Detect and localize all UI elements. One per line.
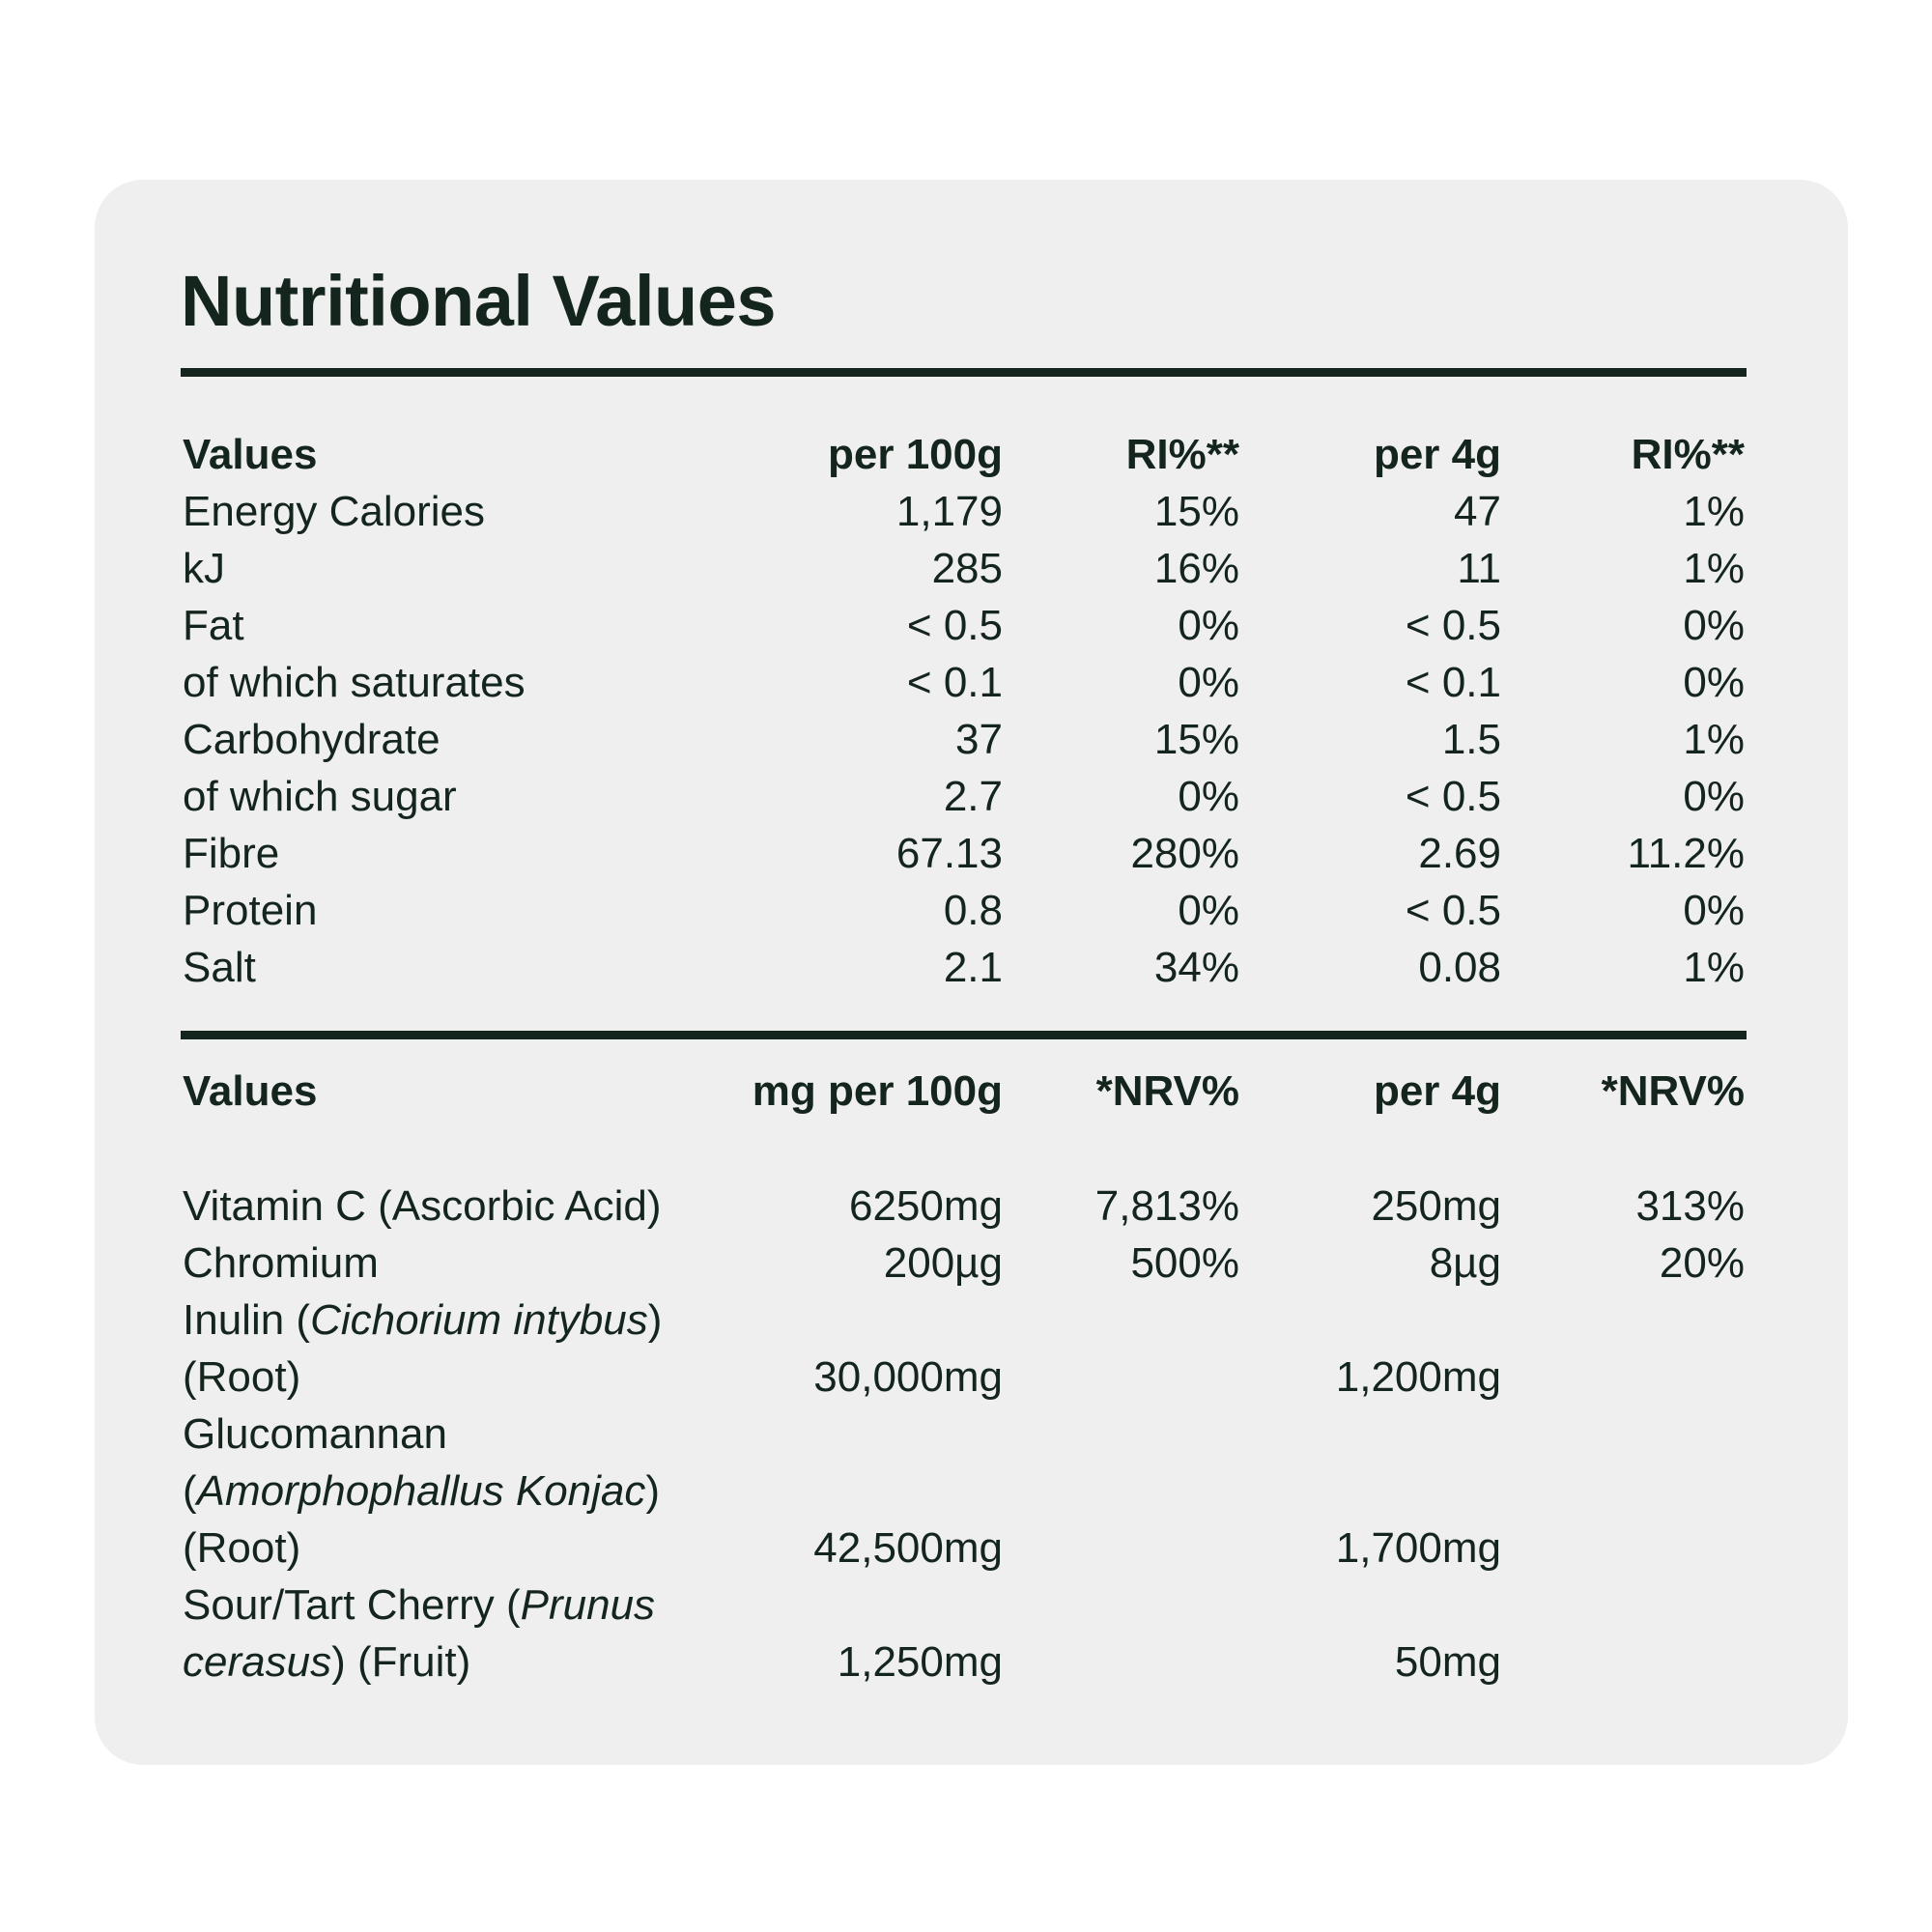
per4-value: 8µg: [1429, 1239, 1501, 1287]
per100-value: 2.1: [943, 944, 1003, 991]
nutrient-name-cont: cerasus) (Fruit): [183, 1638, 471, 1686]
title-divider: [181, 368, 1747, 377]
nutrient-name: Salt: [183, 944, 256, 991]
per4-value: 250mg: [1371, 1182, 1501, 1230]
nutrient-name-cont: (Root): [183, 1524, 301, 1572]
per100-value: 30,000mg: [813, 1353, 1003, 1401]
table-row-glucomannan-line2: [181, 1463, 1747, 1520]
nutrient-name: Energy Calories: [183, 488, 486, 535]
table-row-inulin-line1: [181, 1292, 1747, 1349]
per4-value: 50mg: [1394, 1638, 1501, 1686]
per100-value: 200µg: [883, 1239, 1003, 1287]
nutrient-name: Carbohydrate: [183, 716, 440, 763]
per100-value: 1,250mg: [837, 1638, 1003, 1686]
nutrient-name: Chromium: [183, 1239, 379, 1287]
nutrient-name: Glucomannan: [183, 1410, 447, 1458]
table-row: [181, 825, 1747, 882]
ri4-value: 1%: [1683, 716, 1745, 763]
ri100-value: 16%: [1153, 545, 1239, 592]
ri100-value: 34%: [1153, 944, 1239, 991]
per100-value: < 0.5: [906, 602, 1003, 649]
ri4-value: 0%: [1683, 602, 1745, 649]
ri100-value: 0%: [1178, 773, 1239, 820]
ri4-value: 0%: [1683, 887, 1745, 934]
per100-value: 0.8: [943, 887, 1003, 934]
per100-value: < 0.1: [906, 659, 1003, 706]
nutrient-name-cont: (Root): [183, 1353, 301, 1401]
ri100-value: 280%: [1130, 830, 1239, 877]
nrv4-value: 313%: [1635, 1182, 1745, 1230]
header-values: Values: [183, 431, 318, 478]
table-row-cherry-line2: [181, 1634, 1747, 1690]
table-row-glucomannan-line3: [181, 1520, 1747, 1577]
ri4-value: 1%: [1683, 944, 1745, 991]
per100-value: 6250mg: [848, 1182, 1003, 1230]
nutrient-name: Sour/Tart Cherry (Prunus: [183, 1581, 656, 1629]
table-row: [181, 939, 1747, 996]
ri4-value: 11.2%: [1627, 830, 1745, 877]
page-title: Nutritional Values: [181, 261, 777, 341]
per4-value: 1,700mg: [1335, 1524, 1501, 1572]
table1-header-row: [181, 426, 1747, 483]
latin-name: Cichorium intybus: [310, 1296, 648, 1344]
table-row-cherry-line1: [181, 1577, 1747, 1634]
per4-value: < 0.5: [1405, 887, 1501, 934]
ri4-value: 1%: [1683, 545, 1745, 592]
ri100-value: 0%: [1178, 602, 1239, 649]
nutrient-name: Protein: [183, 887, 318, 934]
per4-value: 2.69: [1418, 830, 1501, 877]
header-per4g: per 4g: [1373, 431, 1501, 478]
table-row: [181, 483, 1747, 540]
header-per4g: per 4g: [1373, 1067, 1501, 1115]
ri100-value: 0%: [1178, 659, 1239, 706]
table-row: [181, 882, 1747, 939]
nutrient-name: Vitamin C (Ascorbic Acid): [183, 1182, 662, 1230]
per100-value: 42,500mg: [813, 1524, 1003, 1572]
table-row: [181, 540, 1747, 597]
per100-value: 37: [955, 716, 1003, 763]
nutrient-name: of which saturates: [183, 659, 526, 706]
latin-name: cerasus: [183, 1638, 332, 1686]
latin-name: Prunus: [520, 1581, 656, 1629]
ri100-value: 15%: [1153, 488, 1239, 535]
nutrient-name: of which sugar: [183, 773, 457, 820]
ri4-value: 0%: [1683, 773, 1745, 820]
section-divider: [181, 1031, 1747, 1039]
nutrient-name: Fibre: [183, 830, 280, 877]
per100-value: 285: [931, 545, 1003, 592]
header-values: Values: [183, 1067, 318, 1115]
per4-value: 1.5: [1441, 716, 1501, 763]
table-row: [181, 711, 1747, 768]
table-row-chromium: [181, 1235, 1747, 1292]
table-row-inulin-line2: [181, 1349, 1747, 1406]
header-ri-100: RI%**: [1125, 431, 1239, 478]
header-per100g: per 100g: [828, 431, 1003, 478]
ri100-value: 0%: [1178, 887, 1239, 934]
per4-value: 1,200mg: [1335, 1353, 1501, 1401]
per4-value: 0.08: [1418, 944, 1501, 991]
per4-value: 47: [1454, 488, 1501, 535]
per100-value: 2.7: [943, 773, 1003, 820]
header-nrv-100: *NRV%: [1095, 1067, 1239, 1115]
latin-name: Amorphophallus Konjac: [196, 1467, 646, 1515]
ri4-value: 0%: [1683, 659, 1745, 706]
nutrient-name: Fat: [183, 602, 244, 649]
table-row-vitamin-c: [181, 1178, 1747, 1235]
nutrient-name-cont: (Amorphophallus Konjac): [183, 1467, 661, 1515]
table-row: [181, 654, 1747, 711]
table2-header-row: [181, 1063, 1747, 1120]
ri100-value: 15%: [1153, 716, 1239, 763]
per4-value: 11: [1457, 545, 1501, 592]
per4-value: < 0.5: [1405, 773, 1501, 820]
nrv100-value: 500%: [1130, 1239, 1239, 1287]
header-mg-per100g: mg per 100g: [752, 1067, 1003, 1115]
table-row-glucomannan-line1: [181, 1406, 1747, 1463]
per4-value: < 0.1: [1405, 659, 1501, 706]
header-nrv-4: *NRV%: [1601, 1067, 1745, 1115]
table-row: [181, 768, 1747, 825]
nrv4-value: 20%: [1659, 1239, 1745, 1287]
header-ri-4: RI%**: [1631, 431, 1745, 478]
per100-value: 1,179: [895, 488, 1003, 535]
per100-value: 67.13: [895, 830, 1003, 877]
per4-value: < 0.5: [1405, 602, 1501, 649]
table-row: [181, 597, 1747, 654]
nrv100-value: 7,813%: [1094, 1182, 1239, 1230]
nutrient-name: Inulin (Cichorium intybus): [183, 1296, 663, 1344]
nutrient-name: kJ: [183, 545, 225, 592]
ri4-value: 1%: [1683, 488, 1745, 535]
